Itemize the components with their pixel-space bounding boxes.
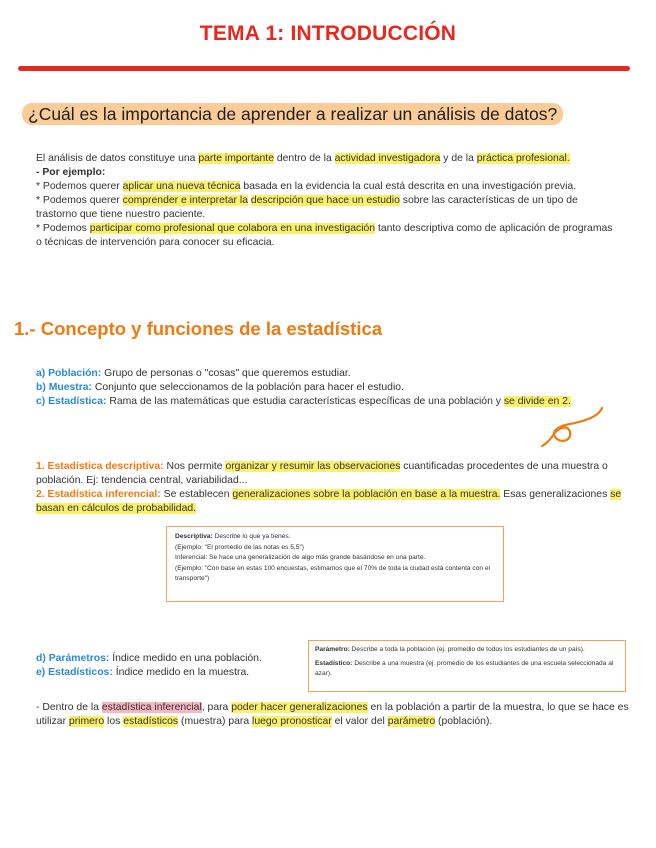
- note-line: (Ejemplo: "Con base en estas 100 encuestas, estimamos que el 70% de toda la ciudad está contenta con el transporte"): [175, 564, 491, 583]
- note-line: Inferencial: Se hace una generalización de algo más grande basándose en una parte.: [175, 554, 426, 562]
- swirl-arrow-icon: [540, 404, 610, 448]
- parameters-list: [36, 652, 306, 680]
- note-line: Estadístico: Describe a una muestra (ej. promedio de los estudiantes de una escuela seleccionada al azar).: [315, 659, 614, 678]
- page-title: TEMA 1: INTRODUCCIÓN: [199, 22, 457, 45]
- guiding-question: [22, 104, 563, 125]
- guiding-question-text: ¿Cuál es la importancia de aprender a realizar un análisis de datos?: [22, 103, 563, 125]
- note-line: Descriptiva: Describe lo que ya tienes.: [175, 533, 291, 540]
- definition-parametros: d) Parámetros: Índice medido en una población.: [36, 653, 262, 664]
- definition-estadisticos: e) Estadísticos: Índice medido en la muestra.: [36, 667, 250, 678]
- closing-text: - Dentro de la estadística inferencial, para poder hacer generalizaciones en la población a partir de la muestra, lo que se hace es utilizar primero los estadísticos (muestra) para luego pronosticar el valor del parámetro (población).: [36, 702, 629, 727]
- example-item: * Podemos querer aplicar una nueva técnica basada en la evidencia la cual está descrita en una investigación previa.: [36, 181, 577, 192]
- type-descriptiva: 1. Estadística descriptiva: Nos permite organizar y resumir las observaciones cuantificadas procedentes de una muestra o población. Ej: tendencia central, variabilidad...: [36, 461, 608, 486]
- note-line: (Ejemplo: "El promedio de las notas es 5,5"): [175, 543, 304, 551]
- section-heading: 1.- Concepto y funciones de la estadística: [14, 318, 383, 339]
- definitions-list: [36, 367, 646, 409]
- definition-poblacion: a) Población: Grupo de personas o "cosas" que queremos estudiar.: [36, 368, 351, 379]
- example-item: * Podemos querer comprender e interpretar la descripción que hace un estudio sobre las características de un tipo de trastorno que tiene nuestro paciente.: [36, 195, 578, 220]
- examples-note-box: [166, 526, 504, 602]
- intro-statement: El análisis de datos constituye una parte importante dentro de la actividad investigadora y de la práctica profesional.: [36, 153, 570, 164]
- title-divider: [18, 66, 630, 71]
- intro-paragraph: [36, 152, 616, 250]
- statistics-types: [36, 460, 636, 516]
- example-item: * Podemos participar como profesional que colabora en una investigación tanto descriptiva como de aplicación de programas o técnicas de intervención para conocer su eficacia.: [36, 223, 613, 248]
- definition-estadistica: c) Estadística: Rama de las matemáticas que estudia características específicas de una población y se divide en 2.: [36, 396, 571, 407]
- type-inferencial: 2. Estadística inferencial: Se establecen generalizaciones sobre la población en base a la muestra. Esas generalizaciones se basan en cálculos de probabilidad.: [36, 489, 622, 514]
- example-heading: - Por ejemplo:: [36, 167, 106, 178]
- parameters-note-box: [308, 640, 626, 692]
- note-line: Parámetro: Describe a toda la población (ej. promedio de todos los estudiantes de un país).: [315, 646, 585, 653]
- closing-paragraph: [36, 701, 636, 729]
- definition-muestra: b) Muestra: Conjunto que seleccionamos de la población para hacer el estudio.: [36, 382, 404, 393]
